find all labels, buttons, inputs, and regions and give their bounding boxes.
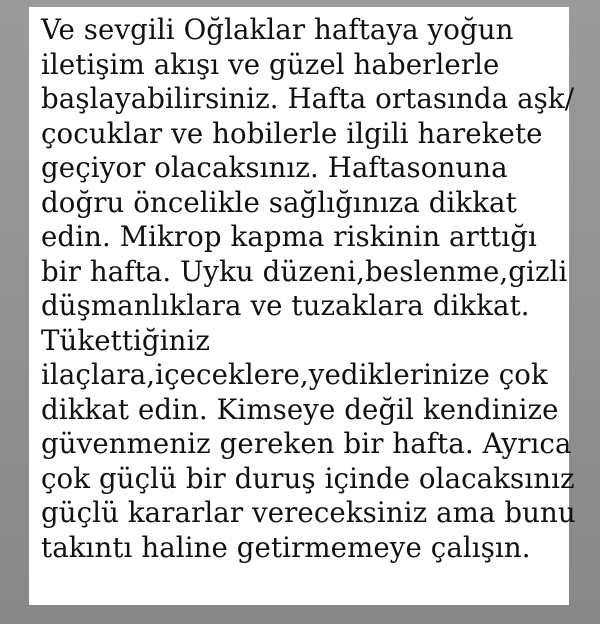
text-line: geçiyor olacaksınız. Haftasonuna [41,151,508,184]
text-card [29,7,576,605]
text-line: güvenmeniz gereken bir hafta. Ayrıca [41,427,572,460]
text-line: bir hafta. Uyku düzeni,beslenme,gizli [41,254,568,288]
horoscope-text [41,13,576,565]
text-line: ilaçlara,içeceklere,yediklerinize çok [41,358,548,391]
text-line: Tükettiğiniz [41,323,211,357]
text-line: çocuklar ve hobilerle ilgili harekete [41,116,543,150]
text-line: iletişim akışı ve güzel haberlerle [41,47,500,81]
text-line: takıntı haline getirmemeye çalışın. [41,530,531,564]
text-line: çok güçlü bir duruş içinde olacaksınız [41,461,575,495]
text-line: dikkat edin. Kimseye değil kendinize [41,392,559,426]
text-line: güçlü kararlar vereceksiniz ama bunu [41,496,576,529]
text-line: doğru öncelikle sağlığınıza dikkat [41,185,517,219]
text-line: düşmanlıklara ve tuzaklara dikkat. [41,289,530,322]
text-line: başlayabilirsiniz. Hafta ortasında aşk/ [41,82,575,115]
text-line: Ve sevgili Oğlaklar haftaya yoğun [41,13,514,46]
text-line: edin. Mikrop kapma riskinin arttığı [41,220,537,253]
